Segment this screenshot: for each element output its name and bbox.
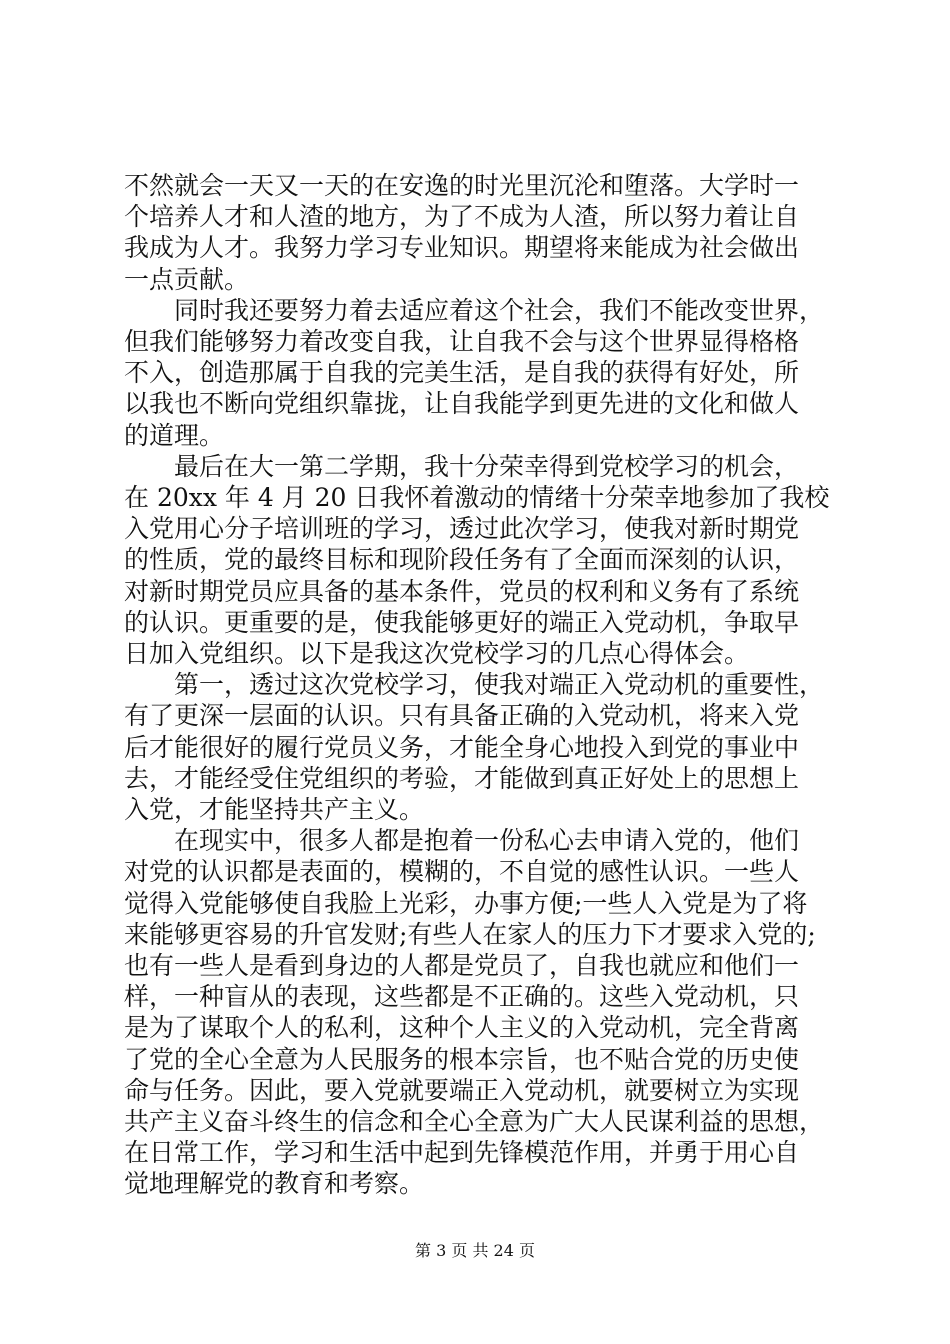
text-line: 同时我还要努力着去适应着这个社会，我们不能改变世界， bbox=[124, 295, 825, 325]
text-line: 命与任务。因此，要入党就要端正入党动机，就要树立为实现 bbox=[124, 1075, 800, 1105]
text-line: 不然就会一天又一天的在安逸的时光里沉沦和堕落。大学时一 bbox=[124, 171, 800, 200]
text-line: 个培养人才和人渣的地方，为了不成为人渣，所以努力着让自 bbox=[124, 202, 800, 232]
text-line: 日加入党组织。以下是我这次党校学习的几点心得体会。 bbox=[124, 639, 750, 668]
text-line: 对新时期党员应具备的基本条件，党员的权利和义务有了系统 bbox=[124, 576, 800, 606]
text-line: 以我也不断向党组织靠拢，让自我能学到更先进的文化和做人 bbox=[124, 389, 800, 419]
text-line: 来能够更容易的升官发财;有些人在家人的压力下才要求入党的; bbox=[124, 919, 816, 949]
page-footer: 第 3 页 共 24 页 bbox=[415, 1241, 535, 1260]
text-line: 在 20xx 年 4 月 20 日我怀着激动的情绪十分荣幸地参加了我校 bbox=[124, 483, 830, 512]
text-line: 在现实中，很多人都是抱着一份私心去申请入党的，他们 bbox=[124, 826, 800, 856]
text-line: 是为了谋取个人的私利，这种个人主义的入党动机，完全背离 bbox=[124, 1013, 800, 1043]
text-line: 的认识。更重要的是，使我能够更好的端正入党动机，争取早 bbox=[124, 607, 800, 637]
text-line: 样，一种盲从的表现，这些都是不正确的。这些入党动机，只 bbox=[124, 982, 800, 1012]
text-line: 最后在大一第二学期，我十分荣幸得到党校学习的机会， bbox=[124, 451, 800, 481]
text-line: 对党的认识都是表面的，模糊的，不自觉的感性认识。一些人 bbox=[124, 857, 800, 887]
text-line: 去，才能经受住党组织的考验，才能做到真正好处上的思想上 bbox=[124, 763, 800, 793]
text-line: 的性质，党的最终目标和现阶段任务有了全面而深刻的认识， bbox=[124, 545, 800, 575]
text-line: 但我们能够努力着改变自我，让自我不会与这个世界显得格格 bbox=[124, 327, 800, 356]
text-line: 入党用心分子培训班的学习，透过此次学习，使我对新时期党 bbox=[124, 514, 800, 544]
text-line: 一点贡献。 bbox=[124, 264, 250, 294]
text-line: 觉地理解党的教育和考察。 bbox=[124, 1169, 425, 1199]
text-line: 了党的全心全意为人民服务的根本宗旨，也不贴合党的历史使 bbox=[124, 1044, 800, 1074]
text-line: 觉得入党能够使自我脸上光彩，办事方便;一些人入党是为了将 bbox=[124, 888, 808, 918]
text-line: 我成为人才。我努力学习专业知识。期望将来能成为社会做出 bbox=[124, 233, 800, 263]
text-line: 的道理。 bbox=[124, 420, 225, 450]
text-line: 有了更深一层面的认识。只有具备正确的入党动机，将来入党 bbox=[124, 701, 800, 731]
text-line: 入党，才能坚持共产主义。 bbox=[124, 795, 425, 824]
text-line: 在日常工作，学习和生活中起到先锋模范作用，并勇于用心自 bbox=[124, 1138, 800, 1168]
text-line: 共产主义奋斗终生的信念和全心全意为广大人民谋利益的思想， bbox=[124, 1107, 825, 1136]
text-line: 第一，透过这次党校学习，使我对端正入党动机的重要性， bbox=[124, 670, 825, 700]
text-line: 不入，创造那属于自我的完美生活，是自我的获得有好处，所 bbox=[124, 358, 800, 388]
text-line: 也有一些人是看到身边的人都是党员了，自我也就应和他们一 bbox=[124, 951, 800, 980]
text-line: 后才能很好的履行党员义务，才能全身心地投入到党的事业中 bbox=[124, 732, 800, 762]
